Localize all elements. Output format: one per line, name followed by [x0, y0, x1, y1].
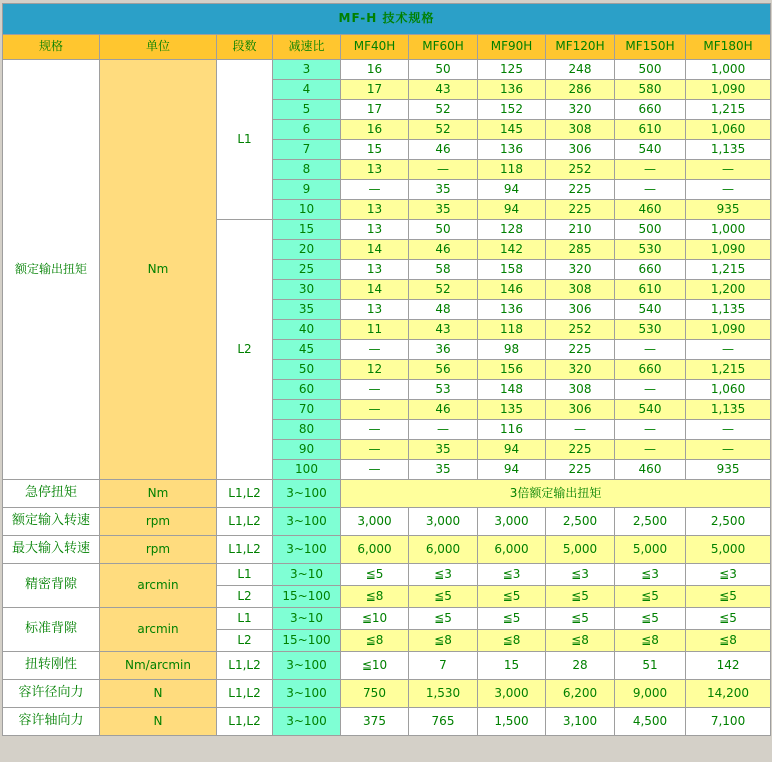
ratio-cell: 3~100 [273, 536, 341, 564]
value-cell: 35 [409, 460, 478, 480]
value-cell: 35 [409, 440, 478, 460]
value-cell: ≦8 [686, 630, 771, 652]
value-cell: ≦5 [409, 608, 478, 630]
column-header-mf60h: MF60H [409, 35, 478, 60]
value-cell: ≦3 [478, 564, 546, 586]
column-header-mf90h: MF90H [478, 35, 546, 60]
unit-cell: rpm [100, 536, 217, 564]
table-row [3, 680, 771, 708]
value-cell: 28 [546, 652, 615, 680]
ratio-cell: 100 [273, 460, 341, 480]
ratio-cell: 90 [273, 440, 341, 460]
ratio-cell: 25 [273, 260, 341, 280]
value-cell: 3,100 [546, 708, 615, 736]
column-header-段数: 段数 [217, 35, 273, 60]
ratio-cell: 10 [273, 200, 341, 220]
value-cell: 225 [546, 180, 615, 200]
value-cell: 225 [546, 340, 615, 360]
ratio-cell: 3~10 [273, 564, 341, 586]
value-cell: 13 [341, 220, 409, 240]
value-cell: 1,000 [686, 220, 771, 240]
value-cell: 46 [409, 140, 478, 160]
value-cell: 5,000 [615, 536, 686, 564]
ratio-cell: 20 [273, 240, 341, 260]
unit-cell: Nm [100, 60, 217, 480]
value-cell: 125 [478, 60, 546, 80]
value-cell: — [615, 180, 686, 200]
value-cell: 51 [615, 652, 686, 680]
value-cell: 210 [546, 220, 615, 240]
value-cell: — [341, 380, 409, 400]
value-cell: 320 [546, 100, 615, 120]
stage-cell: L1 [217, 564, 273, 586]
value-cell: 142 [686, 652, 771, 680]
value-cell: ≦5 [409, 586, 478, 608]
ratio-cell: 50 [273, 360, 341, 380]
value-cell: 306 [546, 140, 615, 160]
value-cell: — [341, 460, 409, 480]
value-cell: 158 [478, 260, 546, 280]
ratio-cell: 35 [273, 300, 341, 320]
unit-cell: N [100, 708, 217, 736]
value-cell: — [615, 420, 686, 440]
value-cell: 136 [478, 300, 546, 320]
column-header-mf120h: MF120H [546, 35, 615, 60]
stage-cell: L1,L2 [217, 536, 273, 564]
value-cell: — [686, 420, 771, 440]
value-cell: 660 [615, 100, 686, 120]
value-cell: ≦8 [615, 630, 686, 652]
value-cell: 540 [615, 400, 686, 420]
value-cell: 11 [341, 320, 409, 340]
stage-cell: L1 [217, 60, 273, 220]
stage-cell: L1,L2 [217, 508, 273, 536]
value-cell: 225 [546, 440, 615, 460]
unit-cell: arcmin [100, 608, 217, 652]
column-header-减速比: 减速比 [273, 35, 341, 60]
stage-cell: L2 [217, 586, 273, 608]
value-cell: — [615, 440, 686, 460]
value-cell: ≦3 [409, 564, 478, 586]
ratio-cell: 3~100 [273, 652, 341, 680]
ratio-cell: 3~100 [273, 708, 341, 736]
table-row [3, 608, 771, 630]
value-cell: ≦5 [686, 586, 771, 608]
value-cell: 306 [546, 400, 615, 420]
value-cell: ≦8 [546, 630, 615, 652]
value-cell: 765 [409, 708, 478, 736]
value-cell: — [409, 160, 478, 180]
value-cell: 1,215 [686, 260, 771, 280]
value-cell: — [341, 440, 409, 460]
ratio-cell: 40 [273, 320, 341, 340]
value-cell: — [686, 440, 771, 460]
ratio-cell: 15~100 [273, 630, 341, 652]
value-cell: 142 [478, 240, 546, 260]
stage-cell: L1,L2 [217, 480, 273, 508]
value-cell: 135 [478, 400, 546, 420]
value-cell: 118 [478, 160, 546, 180]
value-cell: 145 [478, 120, 546, 140]
value-cell: 5,000 [686, 536, 771, 564]
value-cell: ≦3 [615, 564, 686, 586]
value-cell: 935 [686, 460, 771, 480]
value-cell: 1,000 [686, 60, 771, 80]
value-cell: 3,000 [478, 508, 546, 536]
value-cell: 17 [341, 100, 409, 120]
value-cell: 148 [478, 380, 546, 400]
ratio-cell: 3~100 [273, 680, 341, 708]
value-cell: 16 [341, 60, 409, 80]
value-cell: 17 [341, 80, 409, 100]
value-cell: 320 [546, 260, 615, 280]
value-cell: 225 [546, 200, 615, 220]
value-cell: 7,100 [686, 708, 771, 736]
value-cell: 660 [615, 260, 686, 280]
table-row [3, 564, 771, 586]
value-cell: 540 [615, 300, 686, 320]
value-cell: 935 [686, 200, 771, 220]
value-cell: 3,000 [478, 680, 546, 708]
value-cell: 320 [546, 360, 615, 380]
value-cell: 530 [615, 320, 686, 340]
value-cell: 2,500 [546, 508, 615, 536]
table-row [3, 480, 771, 508]
value-cell: — [615, 160, 686, 180]
ratio-cell: 3~10 [273, 608, 341, 630]
value-cell: 252 [546, 320, 615, 340]
value-cell: ≦10 [341, 652, 409, 680]
value-cell: — [546, 420, 615, 440]
table-row [3, 508, 771, 536]
value-cell: 252 [546, 160, 615, 180]
value-cell: 14 [341, 280, 409, 300]
value-cell: 248 [546, 60, 615, 80]
value-cell: 53 [409, 380, 478, 400]
value-cell: 500 [615, 220, 686, 240]
value-cell: 2,500 [686, 508, 771, 536]
value-cell: 128 [478, 220, 546, 240]
value-cell: 1,200 [686, 280, 771, 300]
value-cell: — [615, 340, 686, 360]
value-cell: — [409, 420, 478, 440]
value-cell: 610 [615, 120, 686, 140]
value-cell: 94 [478, 180, 546, 200]
unit-cell: rpm [100, 508, 217, 536]
value-cell: 35 [409, 200, 478, 220]
value-cell: 50 [409, 220, 478, 240]
column-header-mf40h: MF40H [341, 35, 409, 60]
value-cell: 1,090 [686, 240, 771, 260]
value-cell: 52 [409, 280, 478, 300]
stage-cell: L1,L2 [217, 652, 273, 680]
value-cell: 460 [615, 200, 686, 220]
spec-label-cell: 容许径向力 [3, 680, 100, 708]
title-row [3, 4, 771, 35]
stage-cell: L2 [217, 630, 273, 652]
value-cell: 610 [615, 280, 686, 300]
value-cell: — [686, 160, 771, 180]
ratio-cell: 70 [273, 400, 341, 420]
value-cell: 460 [615, 460, 686, 480]
value-cell: 286 [546, 80, 615, 100]
value-cell: ≦5 [341, 564, 409, 586]
value-cell: 1,090 [686, 320, 771, 340]
value-cell: 308 [546, 120, 615, 140]
ratio-cell: 8 [273, 160, 341, 180]
value-cell: 285 [546, 240, 615, 260]
value-cell: ≦8 [341, 630, 409, 652]
value-cell: 1,135 [686, 300, 771, 320]
value-cell: 43 [409, 80, 478, 100]
value-cell: 116 [478, 420, 546, 440]
value-cell: 15 [341, 140, 409, 160]
column-header-mf150h: MF150H [615, 35, 686, 60]
stage-cell: L1,L2 [217, 708, 273, 736]
column-header-单位: 单位 [100, 35, 217, 60]
value-cell: 7 [409, 652, 478, 680]
value-cell: 1,060 [686, 380, 771, 400]
page-title: MF-H 技术规格 [3, 4, 771, 35]
spec-label-cell: 额定输出扭矩 [3, 60, 100, 480]
ratio-cell: 45 [273, 340, 341, 360]
value-cell: 118 [478, 320, 546, 340]
spec-label-cell: 额定输入转速 [3, 508, 100, 536]
value-cell: 1,215 [686, 100, 771, 120]
value-cell: ≦8 [409, 630, 478, 652]
value-cell: 14,200 [686, 680, 771, 708]
value-cell: 52 [409, 120, 478, 140]
value-cell: ≦5 [546, 608, 615, 630]
value-cell: 13 [341, 260, 409, 280]
ratio-cell: 5 [273, 100, 341, 120]
value-cell: 1,215 [686, 360, 771, 380]
table-row [3, 60, 771, 80]
value-cell: 660 [615, 360, 686, 380]
spec-table [2, 3, 771, 736]
value-cell: 4,500 [615, 708, 686, 736]
value-cell: 375 [341, 708, 409, 736]
spec-label-cell: 标准背隙 [3, 608, 100, 652]
ratio-cell: 9 [273, 180, 341, 200]
unit-cell: Nm [100, 480, 217, 508]
value-cell: 2,500 [615, 508, 686, 536]
ratio-cell: 6 [273, 120, 341, 140]
value-cell: 1,135 [686, 400, 771, 420]
value-cell: 9,000 [615, 680, 686, 708]
value-cell: — [686, 340, 771, 360]
value-cell: 3,000 [409, 508, 478, 536]
ratio-cell: 15 [273, 220, 341, 240]
value-cell: 1,090 [686, 80, 771, 100]
value-cell: — [341, 400, 409, 420]
ratio-cell: 3~100 [273, 480, 341, 508]
value-cell: 13 [341, 160, 409, 180]
value-cell: 52 [409, 100, 478, 120]
value-cell: 136 [478, 140, 546, 160]
ratio-cell: 60 [273, 380, 341, 400]
value-cell: 94 [478, 440, 546, 460]
value-cell: 136 [478, 80, 546, 100]
value-cell: 50 [409, 60, 478, 80]
spec-label-cell: 最大输入转速 [3, 536, 100, 564]
value-cell: ≦5 [615, 608, 686, 630]
value-cell: 308 [546, 280, 615, 300]
value-cell: 98 [478, 340, 546, 360]
value-cell: ≦5 [478, 608, 546, 630]
value-cell: 540 [615, 140, 686, 160]
value-cell: 36 [409, 340, 478, 360]
stage-cell: L1 [217, 608, 273, 630]
column-header-mf180h: MF180H [686, 35, 771, 60]
value-cell: 1,500 [478, 708, 546, 736]
spec-label-cell: 急停扭矩 [3, 480, 100, 508]
ratio-cell: 7 [273, 140, 341, 160]
value-cell: ≦10 [341, 608, 409, 630]
unit-cell: arcmin [100, 564, 217, 608]
column-header-规格: 规格 [3, 35, 100, 60]
merged-value-cell: 3倍额定输出扭矩 [341, 480, 771, 508]
value-cell: 94 [478, 200, 546, 220]
value-cell: 500 [615, 60, 686, 80]
value-cell: — [686, 180, 771, 200]
value-cell: 56 [409, 360, 478, 380]
value-cell: 308 [546, 380, 615, 400]
value-cell: 94 [478, 460, 546, 480]
ratio-cell: 80 [273, 420, 341, 440]
spec-label-cell: 精密背隙 [3, 564, 100, 608]
value-cell: ≦5 [615, 586, 686, 608]
value-cell: 5,000 [546, 536, 615, 564]
value-cell: 6,200 [546, 680, 615, 708]
spec-label-cell: 容许轴向力 [3, 708, 100, 736]
table-row [3, 536, 771, 564]
value-cell: — [615, 380, 686, 400]
value-cell: 6,000 [478, 536, 546, 564]
value-cell: 46 [409, 240, 478, 260]
value-cell: 750 [341, 680, 409, 708]
value-cell: 48 [409, 300, 478, 320]
value-cell: ≦3 [546, 564, 615, 586]
value-cell: ≦5 [546, 586, 615, 608]
value-cell: 43 [409, 320, 478, 340]
value-cell: ≦8 [341, 586, 409, 608]
value-cell: 530 [615, 240, 686, 260]
value-cell: 12 [341, 360, 409, 380]
value-cell: 3,000 [341, 508, 409, 536]
ratio-cell: 3~100 [273, 508, 341, 536]
value-cell: — [341, 340, 409, 360]
value-cell: 35 [409, 180, 478, 200]
value-cell: 13 [341, 300, 409, 320]
table-row [3, 652, 771, 680]
value-cell: 225 [546, 460, 615, 480]
stage-cell: L2 [217, 220, 273, 480]
value-cell: 58 [409, 260, 478, 280]
unit-cell: Nm/arcmin [100, 652, 217, 680]
value-cell: 1,135 [686, 140, 771, 160]
ratio-cell: 30 [273, 280, 341, 300]
value-cell: ≦3 [686, 564, 771, 586]
ratio-cell: 15~100 [273, 586, 341, 608]
unit-cell: N [100, 680, 217, 708]
value-cell: 46 [409, 400, 478, 420]
value-cell: ≦5 [478, 586, 546, 608]
value-cell: ≦5 [686, 608, 771, 630]
header-row [3, 35, 771, 60]
table-row [3, 708, 771, 736]
value-cell: 6,000 [409, 536, 478, 564]
value-cell: 580 [615, 80, 686, 100]
value-cell: 14 [341, 240, 409, 260]
value-cell: 156 [478, 360, 546, 380]
value-cell: 152 [478, 100, 546, 120]
value-cell: ≦8 [478, 630, 546, 652]
value-cell: 13 [341, 200, 409, 220]
value-cell: 16 [341, 120, 409, 140]
value-cell: 146 [478, 280, 546, 300]
ratio-cell: 4 [273, 80, 341, 100]
ratio-cell: 3 [273, 60, 341, 80]
stage-cell: L1,L2 [217, 680, 273, 708]
value-cell: — [341, 420, 409, 440]
spec-label-cell: 扭转刚性 [3, 652, 100, 680]
value-cell: 1,530 [409, 680, 478, 708]
value-cell: 6,000 [341, 536, 409, 564]
value-cell: — [341, 180, 409, 200]
value-cell: 1,060 [686, 120, 771, 140]
value-cell: 306 [546, 300, 615, 320]
value-cell: 15 [478, 652, 546, 680]
